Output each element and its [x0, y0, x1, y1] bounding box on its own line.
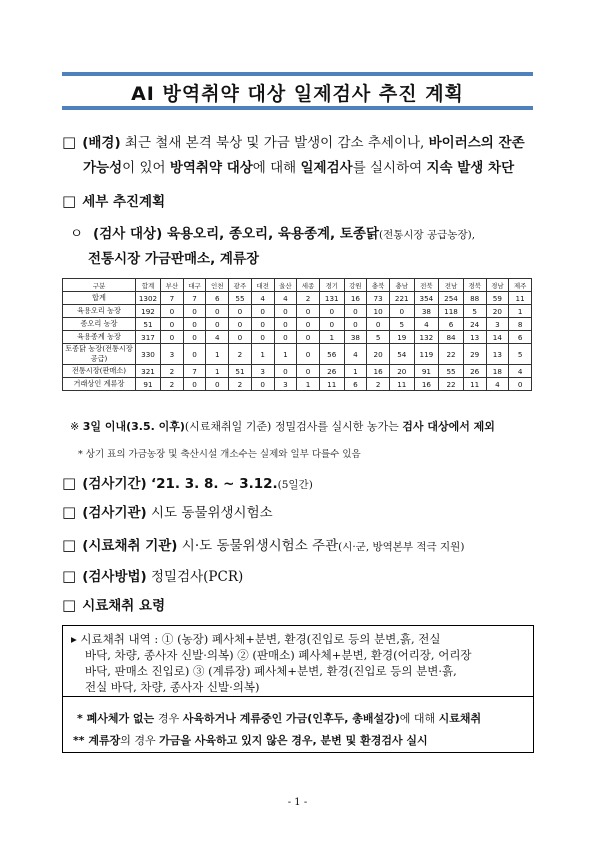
agency-line	[62, 501, 273, 521]
table-header-cell: 세종	[297, 279, 320, 292]
table-cell: 1	[344, 365, 367, 378]
note-text-b: (시료채취일 기준) 정밀검사를 실시한 농가는	[184, 420, 403, 433]
table-cell: 0	[344, 318, 367, 331]
note-text-c: 검사 대상에서 제외	[402, 420, 495, 433]
table-cell: 4	[274, 292, 297, 305]
table-header-cell: 전남	[439, 279, 464, 292]
page-number: - 1 -	[287, 797, 308, 808]
table-cell: 1	[274, 344, 297, 365]
table-cell: 118	[439, 305, 464, 318]
page-title: AI 방역취약 대상 일제검사 추진 계획	[131, 83, 464, 105]
table-cell: 192	[136, 305, 161, 318]
table-row	[63, 331, 532, 344]
table-cell: 119	[414, 344, 439, 365]
sampling-agency-value: 시·도 동물위생시험소 주관	[181, 538, 339, 554]
table-row	[63, 378, 532, 391]
period-value: ‘21. 3. 8. ~ 3.12.	[151, 476, 278, 492]
table-cell: 0	[274, 318, 297, 331]
period-head: (검사기간)	[82, 476, 147, 492]
table-cell: 4	[509, 365, 532, 378]
table-cell: 0	[183, 318, 206, 331]
table-cell: 2	[229, 344, 252, 365]
table-cell: 132	[414, 331, 439, 344]
table-cell: 0	[509, 378, 532, 391]
table-cell: 91	[414, 365, 439, 378]
table-cell: 4	[414, 318, 439, 331]
table-header-cell: 대구	[183, 279, 206, 292]
table-header-cell: 충북	[367, 279, 390, 292]
table-cell: 16	[367, 365, 390, 378]
disclaimer-note: * 상기 표의 가금농장 및 축산시설 개소수는 실제와 일부 다를수 있음	[78, 449, 361, 460]
guide-line-3: 바닥, 판매소 진입로) ③ (계류장) 폐사체+분변, 환경(진입로 등의 분변·흙,	[85, 664, 457, 678]
sampling-agency-extra: (시·군, 방역본부 적극 지원)	[338, 541, 465, 553]
table-row-label: 전통시장(판매소)	[63, 365, 136, 378]
background-text-2d: 에 대해	[252, 160, 301, 176]
table-header-cell: 대전	[251, 279, 274, 292]
table-row	[63, 292, 532, 305]
table-cell: 0	[229, 305, 252, 318]
table-cell: 4	[206, 331, 229, 344]
table-cell: 0	[183, 344, 206, 365]
box-divider	[63, 696, 533, 697]
targets-text-1b: (전통시장 공급농장),	[379, 229, 476, 241]
table-cell: 2	[367, 378, 390, 391]
table-cell: 1	[206, 365, 229, 378]
table-header-cell: 전북	[414, 279, 439, 292]
guide-note-1d: 에 대해	[399, 712, 439, 725]
table-cell: 0	[206, 318, 229, 331]
table-cell: 2	[161, 378, 184, 391]
checkbox-marker: □	[62, 567, 77, 585]
guide-line-2: 바닥, 차량, 종사자 신발·의복) ② (판매소) 폐사체+분변, 환경(어리장, 어리장	[85, 648, 472, 662]
table-header-row	[63, 279, 532, 292]
target-count-table	[62, 278, 532, 391]
background-text-2a: 가능성	[83, 160, 123, 176]
table-cell: 0	[344, 305, 367, 318]
agency-head: (검사기관)	[82, 505, 147, 521]
background-text-2b: 이 있어	[122, 160, 170, 176]
table-cell: 321	[136, 365, 161, 378]
table-cell: 7	[183, 365, 206, 378]
checkbox-marker: □	[62, 536, 77, 554]
table-cell: 0	[229, 318, 252, 331]
table-header-cell: 부산	[161, 279, 184, 292]
table-header-cell: 인천	[206, 279, 229, 292]
table-cell: 5	[463, 305, 486, 318]
table-cell: 59	[486, 292, 509, 305]
background-text-2c: 방역취약 대상	[169, 160, 253, 176]
exclusion-note	[70, 418, 495, 434]
table-cell: 0	[183, 305, 206, 318]
table-header-cell: 구분	[63, 279, 136, 292]
table-cell: 38	[414, 305, 439, 318]
table-cell: 1	[297, 378, 320, 391]
table-cell: 5	[389, 318, 414, 331]
table-cell: 0	[183, 378, 206, 391]
table-cell: 0	[297, 318, 320, 331]
table-cell: 0	[297, 331, 320, 344]
table-header-cell: 울산	[274, 279, 297, 292]
table-header-cell: 제주	[509, 279, 532, 292]
guide-note-1a: * 폐사체가 없는	[77, 712, 158, 725]
table-cell: 317	[136, 331, 161, 344]
table-cell: 7	[183, 292, 206, 305]
table-cell: 0	[274, 365, 297, 378]
guide-note-1b: 경우	[158, 712, 183, 725]
background-text-2g: 지속 발생 차단	[426, 160, 515, 176]
table-cell: 2	[297, 292, 320, 305]
guide-note-1	[77, 710, 481, 726]
table-cell: 51	[136, 318, 161, 331]
table-row	[63, 344, 532, 365]
title-box	[62, 72, 533, 110]
table-cell: 0	[251, 378, 274, 391]
table-cell: 19	[389, 331, 414, 344]
table-header-cell: 경남	[486, 279, 509, 292]
table-row-label: 육용오리 농장	[63, 305, 136, 318]
table-cell: 0	[251, 305, 274, 318]
table-cell: 29	[463, 344, 486, 365]
background-text-1a: 최근 철새 본격 북상 및 가금 발생이 감소 추세이나,	[124, 135, 429, 151]
table-header-cell: 충남	[389, 279, 414, 292]
background-text-2f: 를 실시하여	[352, 160, 427, 176]
table-cell: 0	[206, 378, 229, 391]
table-cell: 0	[251, 331, 274, 344]
table-cell: 1	[206, 344, 229, 365]
table-cell: 11	[463, 378, 486, 391]
background-line-2	[83, 156, 514, 176]
guide-line-1: ▸ 시료채취 내역 : ① (농장) 폐사체+분변, 환경(진입로 등의 분변,흙, 전실	[71, 632, 441, 646]
table-cell: 0	[229, 331, 252, 344]
targets-text-2: 전통시장 가금판매소, 계류장	[88, 251, 260, 267]
guide-note-1c: 사육하거나 계류중인 가금(인후두, 총배설강)	[182, 712, 400, 725]
table-row-label: 거래상인 계류장	[63, 378, 136, 391]
guide-line-4: 전실 바닥, 차량, 종사자 신발·의복)	[85, 680, 260, 694]
table-header-cell: 광주	[229, 279, 252, 292]
table-cell: 24	[463, 318, 486, 331]
guide-head: 시료채취 요령	[82, 598, 166, 614]
table-row-label: 합계	[63, 292, 136, 305]
title-rule-bottom	[62, 106, 533, 110]
table-cell: 54	[389, 344, 414, 365]
table-cell: 0	[251, 318, 274, 331]
table-cell: 4	[486, 378, 509, 391]
table-cell: 14	[486, 331, 509, 344]
method-value: 정밀검사(PCR)	[151, 569, 244, 585]
table-cell: 13	[486, 344, 509, 365]
table-cell: 0	[161, 331, 184, 344]
note-text-a: 3일 이내(3.5. 이후)	[82, 420, 185, 433]
table-cell: 330	[136, 344, 161, 365]
plan-heading	[62, 190, 165, 210]
checkbox-marker: □	[62, 474, 77, 492]
table-cell: 354	[414, 292, 439, 305]
table-cell: 0	[319, 305, 344, 318]
table-cell: 4	[344, 344, 367, 365]
table-cell: 254	[439, 292, 464, 305]
guide-note-2a: ** 계류장	[73, 734, 121, 747]
table-cell: 26	[319, 365, 344, 378]
background-line-1	[62, 131, 525, 151]
table-cell: 0	[319, 318, 344, 331]
table-cell: 13	[463, 331, 486, 344]
checkbox-marker: □	[62, 503, 77, 521]
guide-heading	[62, 594, 165, 614]
table-cell: 6	[439, 318, 464, 331]
table-cell: 88	[463, 292, 486, 305]
table-cell: 10	[367, 305, 390, 318]
table-cell: 0	[161, 318, 184, 331]
table-cell: 11	[319, 378, 344, 391]
table-cell: 6	[509, 331, 532, 344]
table-cell: 1302	[136, 292, 161, 305]
table-cell: 0	[274, 331, 297, 344]
table-cell: 3	[274, 378, 297, 391]
table-cell: 3	[486, 318, 509, 331]
table-cell: 1	[251, 344, 274, 365]
table-cell: 38	[344, 331, 367, 344]
table-cell: 11	[389, 378, 414, 391]
table-cell: 0	[367, 318, 390, 331]
table-cell: 4	[251, 292, 274, 305]
guide-note-1e: 시료채취	[438, 712, 482, 725]
period-line	[62, 472, 313, 492]
table-cell: 0	[389, 305, 414, 318]
table-cell: 3	[251, 365, 274, 378]
table-cell: 6	[206, 292, 229, 305]
table-cell: 131	[319, 292, 344, 305]
table-cell: 0	[297, 365, 320, 378]
table-cell: 18	[486, 365, 509, 378]
sampling-guide-box	[62, 625, 534, 753]
table-row	[63, 365, 532, 378]
table-row	[63, 305, 532, 318]
table-cell: 16	[344, 292, 367, 305]
table-cell: 5	[367, 331, 390, 344]
table-cell: 0	[183, 331, 206, 344]
guide-note-2	[73, 732, 428, 748]
table-cell: 56	[319, 344, 344, 365]
bullet-marker: ㅇ	[70, 226, 84, 242]
background-text-1b: 바이러스의 잔존	[428, 135, 525, 151]
table-cell: 20	[486, 305, 509, 318]
background-text-2e: 일제검사	[300, 160, 353, 176]
table-cell: 7	[161, 292, 184, 305]
table-row-label: 종오리 농장	[63, 318, 136, 331]
table-cell: 8	[509, 318, 532, 331]
table-header-cell: 합계	[136, 279, 161, 292]
table-cell: 0	[161, 305, 184, 318]
table-cell: 22	[439, 344, 464, 365]
table-cell: 2	[161, 365, 184, 378]
note-mark: ※	[70, 420, 80, 433]
table-cell: 16	[414, 378, 439, 391]
table-cell: 0	[297, 344, 320, 365]
checkbox-marker: □	[62, 133, 77, 151]
table-cell: 84	[439, 331, 464, 344]
table-row-label: 육용종계 농장	[63, 331, 136, 344]
table-cell: 0	[274, 305, 297, 318]
table-row-label: 토종닭 농장(전통시장공급)	[63, 344, 136, 365]
period-extra: (5일간)	[277, 479, 313, 491]
guide-note-2b: 의 경우	[120, 734, 160, 747]
table-cell: 20	[367, 344, 390, 365]
table-cell: 22	[439, 378, 464, 391]
table-cell: 26	[463, 365, 486, 378]
table-header-cell: 경기	[319, 279, 344, 292]
table-cell: 5	[509, 344, 532, 365]
targets-line-1	[70, 222, 475, 242]
table-cell: 51	[229, 365, 252, 378]
plan-head: 세부 추진계획	[82, 194, 166, 210]
table-row	[63, 318, 532, 331]
sampling-agency-line	[62, 534, 464, 554]
table-cell: 2	[229, 378, 252, 391]
checkbox-marker: □	[62, 596, 77, 614]
table-cell: 3	[161, 344, 184, 365]
agency-value: 시도 동물위생시험소	[151, 505, 273, 521]
guide-note-2c: 가금을 사육하고 있지 않은 경우, 분변 및 환경검사 실시	[159, 734, 428, 747]
table-cell: 55	[229, 292, 252, 305]
table-cell: 91	[136, 378, 161, 391]
table-cell: 20	[389, 365, 414, 378]
title-rule-top	[62, 72, 533, 76]
table-cell: 0	[206, 305, 229, 318]
targets-line-2	[88, 247, 259, 267]
table-cell: 55	[439, 365, 464, 378]
checkbox-marker: □	[62, 192, 77, 210]
method-line	[62, 565, 243, 585]
table-header-cell: 경북	[463, 279, 486, 292]
targets-text-1a: (검사 대상) 육용오리, 종오리, 육용종계, 토종닭	[93, 226, 380, 242]
table-cell: 6	[344, 378, 367, 391]
table-cell: 1	[509, 305, 532, 318]
background-head: (배경)	[82, 135, 121, 151]
table-cell: 73	[367, 292, 390, 305]
table-cell: 11	[509, 292, 532, 305]
sampling-agency-head: (시료채취 기관)	[82, 538, 178, 554]
table-cell: 221	[389, 292, 414, 305]
table-header-cell: 강원	[344, 279, 367, 292]
table-cell: 1	[319, 331, 344, 344]
table-cell: 0	[297, 305, 320, 318]
method-head: (검사방법)	[82, 569, 147, 585]
